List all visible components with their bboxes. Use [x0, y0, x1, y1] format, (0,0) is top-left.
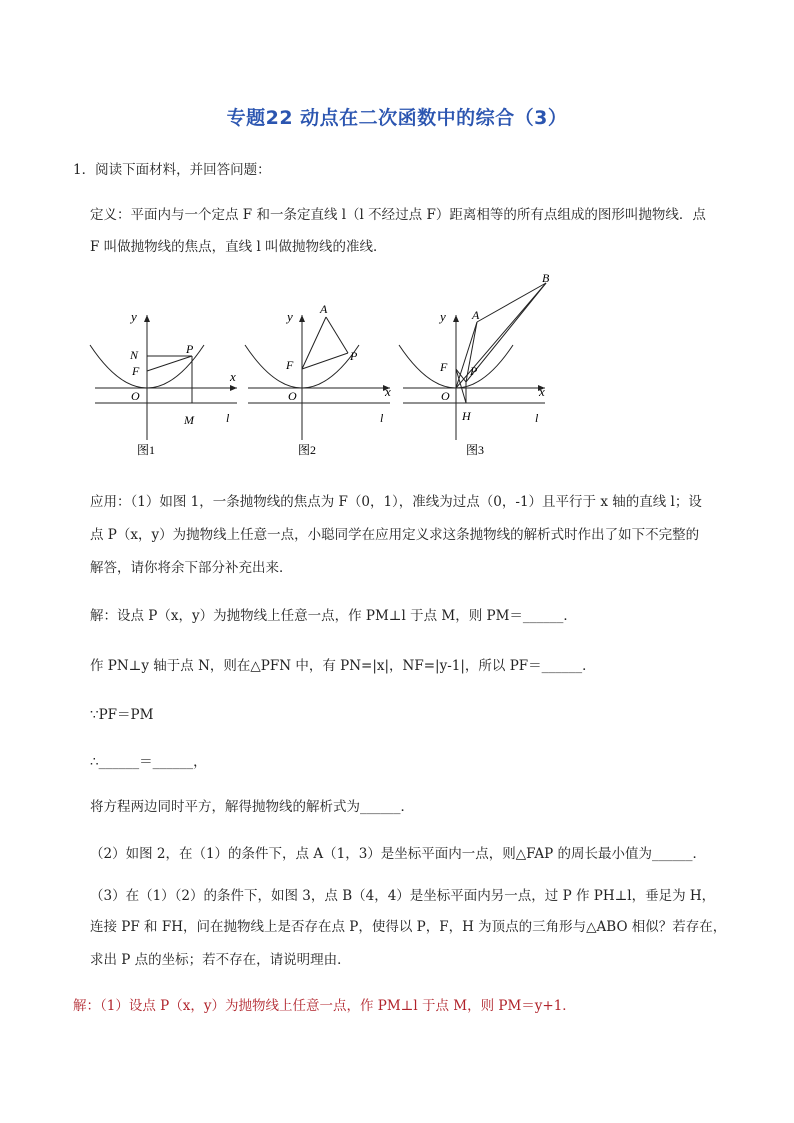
fig2-label-l: l: [380, 411, 384, 425]
fig1-label-x: x: [230, 369, 236, 384]
fig3-label-y: y: [440, 309, 446, 324]
fig1-label-y: y: [131, 309, 137, 324]
fig2-ap: [326, 317, 348, 353]
part-3-line-1: （3）在（1）（2）的条件下，如图 3，点 B（4，4）是坐标平面内另一点，过 P 作 PH⊥l，垂足为 H，: [90, 888, 716, 904]
definition-line-1: 定义：平面内与一个定点 F 和一条定直线 l（l 不经过点 F）距离相等的所有点组成的图形叫抛物线．点: [90, 207, 706, 223]
part-3-line-2: 连接 PF 和 FH，问在抛物线上是否存在点 P，使得以 P，F，H 为顶点的三角形与△ABO 相似？若存在，: [90, 919, 727, 935]
solution-line-3: ∵PF＝PM: [90, 707, 154, 723]
application-line-2: 点 P（x，y）为抛物线上任意一点，小聪同学在应用定义求这条抛物线的解析式时作出了如下不完整的: [90, 527, 700, 543]
fig3-caption: 图3: [466, 443, 485, 457]
solution-line-1: 解：设点 P（x，y）为抛物线上任意一点，作 PM⊥l 于点 M，则 PM＝______．: [90, 608, 577, 624]
fig2-label-p: P: [350, 349, 358, 363]
answer-line-1: 解：（1）设点 P（x，y）为抛物线上任意一点，作 PM⊥l 于点 M，则 PM＝y+1．: [73, 998, 576, 1014]
fig1-label-f: F: [132, 364, 140, 378]
fig2-label-o: O: [288, 389, 297, 403]
fig1-label-l: l: [226, 411, 230, 425]
fig3-pb: [466, 283, 546, 382]
solution-line-2: 作 PN⊥y 轴于点 N，则在△PFN 中，有 PN=|x|，NF=|y-1|，所以 PF＝______．: [90, 658, 596, 674]
fig2-fa: [302, 317, 326, 369]
figure-1: [90, 315, 237, 440]
definition-line-2: F 叫做抛物线的焦点，直线 l 叫做抛物线的准线．: [90, 239, 387, 255]
fig3-label-l: l: [535, 411, 539, 425]
fig3-label-a: A: [472, 308, 480, 322]
page-title: 专题22 动点在二次函数中的综合（3）: [226, 107, 568, 129]
fig2-label-y: y: [287, 309, 293, 324]
figures-svg: [0, 265, 794, 465]
fig2-caption: 图2: [298, 443, 317, 457]
fig2-fp: [302, 353, 348, 369]
fig2-label-f: F: [286, 358, 294, 372]
part-3-line-3: 求出 P 点的坐标；若不存在，请说明理由．: [90, 952, 351, 968]
solution-line-5: 将方程两边同时平方，解得抛物线的解析式为______．: [90, 799, 414, 815]
fig3-label-p: P: [470, 364, 478, 378]
fig2-label-a: A: [320, 302, 328, 316]
question-intro: 1．阅读下面材料，并回答问题：: [73, 162, 271, 178]
figure-2: [245, 315, 390, 440]
fig1-label-m: M: [184, 413, 194, 427]
fig1-label-o: O: [131, 389, 140, 403]
fig3-label-x: x: [539, 384, 545, 399]
fig3-label-f: F: [440, 360, 448, 374]
part-2-line: （2）如图 2，在（1）的条件下，点 A（1，3）是坐标平面内一点，则△FAP 的周长最小值为______．: [90, 846, 706, 862]
fig1-label-n: N: [130, 348, 139, 362]
fig2-label-x: x: [385, 384, 391, 399]
fig3-label-o: O: [441, 389, 450, 403]
fig3-label-h: H: [462, 409, 471, 423]
application-line-3: 解答，请你将余下部分补充出来．: [90, 560, 293, 576]
fig3-label-b: B: [542, 271, 550, 285]
fig1-label-p: P: [186, 342, 194, 356]
figure-3: [399, 283, 546, 440]
fig3-ab: [477, 283, 546, 322]
application-line-1: 应用：（1）如图 1，一条抛物线的焦点为 F（0，1），准线为过点（0，-1）且平行于 x 轴的直线 l；设: [90, 494, 702, 510]
fig1-caption: 图1: [137, 443, 156, 457]
figures-row: [0, 265, 794, 465]
solution-line-4: ∴______＝______，: [90, 754, 207, 770]
